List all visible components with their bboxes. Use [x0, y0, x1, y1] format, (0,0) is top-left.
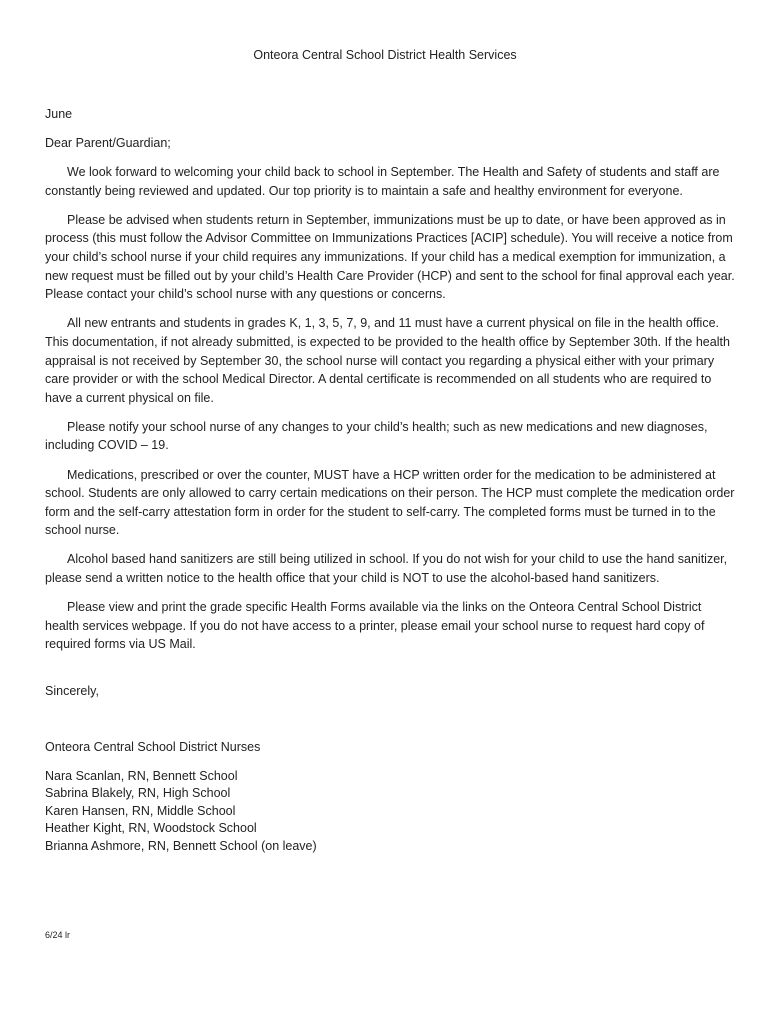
paragraph-health-forms: Please view and print the grade specific Health Forms available via the links on the Onteora Central School District health services webpage. If you do not have access to a printer, please email your school nurse to request hard copy of required forms via US Mail.	[45, 600, 705, 652]
paragraph-physicals: All new entrants and students in grades K, 1, 3, 5, 7, 9, and 11 must have a current physical on file in the health office. This documentation, if not already submitted, is expected to be provided to the health office by September 30th. If the health appraisal is not received by September 30, the school nurse will contact you regarding a physical either with your primary care provider or with the school Medical Director. A dental certificate is recommended on all students who are required to have a current physical on file.	[45, 316, 730, 405]
letter-title: Onteora Central School District Health Services	[253, 48, 517, 62]
paragraph-health-changes: Please notify your school nurse of any changes to your child’s health; such as new medications and new diagnoses, including COVID – 19.	[45, 419, 708, 453]
footer-revision: 6/24 lr	[45, 930, 71, 940]
paragraph-immunizations: Please be advised when students return in September, immunizations must be up to date, or have been approved as in process (this must follow the Advisor Committee on Immunizations Practices [ACIP] schedule). You will receive a notice from your child’s school nurse if your child requires any immunizations. If your child has a medical exemption for immunization, a new request must be filled out by your child’s Health Care Provider (HCP) and sent to the school for final approval each year. Please contact your child’s school nurse with any questions or concerns.	[45, 212, 735, 302]
paragraph-welcome: We look forward to welcoming your child back to school in September. The Health and Safety of students and staff are constantly being reviewed and updated. Our top priority is to maintain a safe and healthy environment for everyone.	[45, 165, 720, 198]
nurse-item: Brianna Ashmore, RN, Bennett School (on leave)	[45, 838, 317, 853]
paragraph-medications: Medications, prescribed or over the counter, MUST have a HCP written order for the medication to be administered at school. Students are only allowed to carry certain medications on their person. The HCP must complete the medication order form and the self-carry attestation form in order for the student to self-carry. The completed forms must be turned in to the school nurse.	[45, 467, 735, 538]
signature-heading: Onteora Central School District Nurses	[45, 740, 261, 755]
nurse-item: Karen Hansen, RN, Middle School	[45, 803, 236, 818]
nurse-list	[45, 768, 735, 856]
closing: Sincerely,	[45, 683, 99, 698]
nurse-item: Nara Scanlan, RN, Bennett School	[45, 768, 238, 783]
nurse-item: Sabrina Blakely, RN, High School	[45, 786, 231, 801]
letter-date: June	[45, 107, 73, 121]
paragraph-hand-sanitizers: Alcohol based hand sanitizers are still being utilized in school. If you do not wish for your child to use the hand sanitizer, please send a written notice to the health office that your child is NOT to use the alcohol-based hand sanitizers.	[45, 552, 728, 585]
nurse-item: Heather Kight, RN, Woodstock School	[45, 821, 257, 836]
letter-body	[45, 105, 735, 855]
salutation: Dear Parent/Guardian;	[45, 136, 171, 151]
